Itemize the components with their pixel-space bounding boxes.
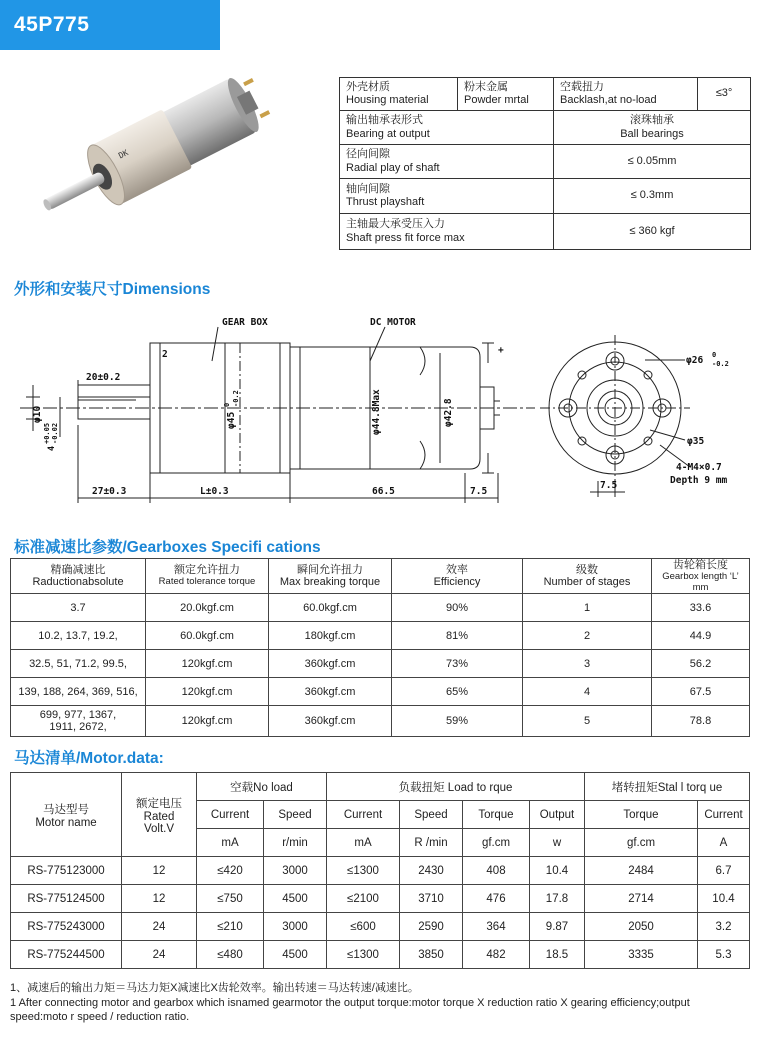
- table-header: [269, 559, 392, 594]
- model-title: 45P775: [14, 13, 90, 36]
- cell-stages: 2: [523, 622, 652, 650]
- cell-length: 67.5: [652, 678, 750, 706]
- cell-l-torque: 482: [463, 941, 530, 969]
- header-cn: 额定电压: [136, 797, 182, 810]
- table-header: [392, 559, 523, 594]
- table-row: [11, 622, 750, 650]
- dim-phi45-tol-bot: -0.2: [232, 390, 240, 407]
- spec-label-en: Backlash,at no-load: [560, 94, 657, 106]
- spec-value: ≤ 0.05mm: [554, 145, 751, 179]
- cell-st-torque: 2484: [585, 857, 698, 885]
- spec-value: ≤ 0.3mm: [554, 179, 751, 214]
- cell-l-output: 18.5: [530, 941, 585, 969]
- table-header: Current: [698, 801, 750, 829]
- gearbox-title: 标准减速比参数/Gearboxes Specifi cations: [14, 539, 321, 556]
- spec-label-en: Radial play of shaft: [346, 161, 440, 174]
- spec-label-cn: 径向间隙: [346, 148, 390, 161]
- cell-st-torque: 2714: [585, 885, 698, 913]
- cell-max: 360kgf.cm: [269, 706, 392, 737]
- dim-plus: +: [498, 345, 504, 356]
- cell-st-torque: 3335: [585, 941, 698, 969]
- spec-value: ≤3°: [698, 78, 751, 111]
- header-en: Rated: [143, 810, 175, 823]
- dim-m4: 4-M4×0.7: [676, 462, 722, 473]
- dimension-drawing: [0, 305, 760, 520]
- cell-length: 44.9: [652, 622, 750, 650]
- dim-75b: 7.5: [600, 480, 618, 491]
- dim-4: 4: [47, 445, 57, 451]
- cell-l-speed: 3710: [400, 885, 463, 913]
- cell-ratio: 699, 977, 1367, 1911, 2672,: [11, 706, 146, 737]
- footnote-en: 1 After connecting motor and gearbox which isnamed gearmotor the output torque:motor torque X reduction ratio X gearing efficiency;output speed:moto r speed / reduction ratio.: [10, 996, 690, 1023]
- cell-eff: 81%: [392, 622, 523, 650]
- table-header: Speed: [264, 801, 327, 829]
- cell-nl-current: ≤750: [197, 885, 264, 913]
- spec-cell: [554, 78, 698, 111]
- cell-max: 360kgf.cm: [269, 650, 392, 678]
- cell-ratio: 3.7: [11, 594, 146, 622]
- table-header: [146, 559, 269, 594]
- cell-l-torque: 408: [463, 857, 530, 885]
- header-en: Gearbox length ‘L’ mm: [662, 570, 739, 593]
- spec-label-en: Housing material: [346, 94, 429, 106]
- cell-l-speed: 2430: [400, 857, 463, 885]
- cell-nl-speed: 4500: [264, 941, 327, 969]
- dim-phi448: φ44.8Max: [371, 389, 382, 435]
- dim-phi26: φ26: [686, 355, 704, 366]
- header-cn: 效率: [446, 563, 468, 576]
- spec-label-cn: 输出轴承表形式: [346, 114, 423, 127]
- unit-cell: mA: [327, 829, 400, 857]
- dim-phi428: φ42.8: [443, 398, 454, 427]
- table-header: Current: [327, 801, 400, 829]
- cell-eff: 65%: [392, 678, 523, 706]
- product-photo: [30, 68, 290, 238]
- model-banner: [0, 0, 220, 50]
- cell-length: 33.6: [652, 594, 750, 622]
- table-header: Current: [197, 801, 264, 829]
- table-header: 负载扭矩 Load to rque: [327, 773, 585, 801]
- cell-length: 78.8: [652, 706, 750, 737]
- footnote: [10, 981, 750, 1025]
- table-row: [11, 885, 750, 913]
- cell-volt: 12: [122, 885, 197, 913]
- table-row: [11, 678, 750, 706]
- cell-name: RS-775123000: [11, 857, 122, 885]
- header-en: Rated tolerance torque: [158, 576, 256, 588]
- cell-stages: 5: [523, 706, 652, 737]
- cell-eff: 59%: [392, 706, 523, 737]
- cell-stages: 1: [523, 594, 652, 622]
- spec-label-cn: 轴向间隙: [346, 182, 390, 195]
- cell-nl-speed: 3000: [264, 857, 327, 885]
- cell-st-current: 6.7: [698, 857, 750, 885]
- gearbox-table: [10, 558, 750, 737]
- cell-volt: 24: [122, 913, 197, 941]
- cell-nl-current: ≤480: [197, 941, 264, 969]
- svg-text:DK: DK: [117, 148, 130, 161]
- unit-cell: gf.cm: [463, 829, 530, 857]
- cell-l-output: 10.4: [530, 857, 585, 885]
- cell-l-current: ≤1300: [327, 941, 400, 969]
- cell-st-current: 5.3: [698, 941, 750, 969]
- cell-l-speed: 2590: [400, 913, 463, 941]
- cell-st-current: 3.2: [698, 913, 750, 941]
- spec-cell: [340, 179, 554, 214]
- dim-phi45-tol-top: 0: [223, 402, 231, 407]
- spec-cell: [554, 111, 751, 145]
- header-en: Raductionabsolute: [32, 576, 124, 589]
- header-cn: 额定允许扭力: [174, 564, 240, 577]
- table-header: [11, 773, 122, 857]
- gearbox-callout: GEAR BOX: [222, 317, 268, 328]
- spec-value-en: Powder mrtal: [464, 94, 529, 106]
- cell-l-speed: 3850: [400, 941, 463, 969]
- dim-depth: Depth 9 mm: [670, 475, 728, 486]
- cell-st-torque: 2050: [585, 913, 698, 941]
- cell-l-current: ≤1300: [327, 857, 400, 885]
- cell-stages: 3: [523, 650, 652, 678]
- table-header: [523, 559, 652, 594]
- spec-label-en: Thrust playshaft: [346, 196, 425, 208]
- cell-length: 56.2: [652, 650, 750, 678]
- spec-label-cn: 空载扭力: [560, 80, 604, 93]
- dcmotor-callout: DC MOTOR: [370, 317, 416, 328]
- table-row: [11, 650, 750, 678]
- spec-cell: [458, 78, 554, 111]
- table-header: Output: [530, 801, 585, 829]
- motor-title: 马达清单/Motor.data:: [14, 750, 164, 767]
- cell-ratio: 139, 188, 264, 369, 516,: [11, 678, 146, 706]
- spec-value-cn: 滚珠轴承: [630, 114, 674, 127]
- header-en: Efficiency: [433, 576, 481, 589]
- table-row: [11, 857, 750, 885]
- dim-2: 2: [162, 349, 168, 360]
- spec-value-en: Ball bearings: [620, 127, 684, 140]
- spec-value-cn: 粉末金属: [464, 80, 508, 93]
- cell-rated: 60.0kgf.cm: [146, 622, 269, 650]
- spec-value: ≤ 360 kgf: [554, 214, 751, 250]
- spec-cell: [340, 145, 554, 179]
- spec-table: [339, 77, 751, 250]
- unit-cell: w: [530, 829, 585, 857]
- cell-name: RS-775244500: [11, 941, 122, 969]
- spec-label-cn: 主轴最大承受压入力: [346, 218, 445, 231]
- table-header: [122, 773, 197, 857]
- spec-cell: [340, 214, 554, 250]
- dim-27: 27±0.3: [92, 486, 127, 497]
- header-cn: 瞬间允许扭力: [297, 563, 363, 576]
- table-header: [652, 559, 750, 594]
- table-header: Torque: [585, 801, 698, 829]
- dim-20: 20±0.2: [86, 372, 121, 383]
- header-cn: 马达型号: [43, 803, 89, 816]
- cell-name: RS-775243000: [11, 913, 122, 941]
- dim-4-tol-top: +0.05: [43, 422, 51, 444]
- cell-l-torque: 476: [463, 885, 530, 913]
- header-en: Motor name: [35, 816, 97, 829]
- cell-l-torque: 364: [463, 913, 530, 941]
- cell-eff: 90%: [392, 594, 523, 622]
- cell-ratio: 32.5, 51, 71.2, 99.5,: [11, 650, 146, 678]
- table-header: 空载No load: [197, 773, 327, 801]
- cell-l-output: 17.8: [530, 885, 585, 913]
- cell-max: 60.0kgf.cm: [269, 594, 392, 622]
- motor-table: [10, 772, 750, 969]
- table-row: [11, 941, 750, 969]
- table-header: Torque: [463, 801, 530, 829]
- cell-volt: 12: [122, 857, 197, 885]
- header-cn: 级数: [576, 563, 598, 576]
- cell-stages: 4: [523, 678, 652, 706]
- cell-nl-current: ≤420: [197, 857, 264, 885]
- header-en: Max breaking torque: [279, 576, 381, 589]
- dim-phi26-tol-bot: -0.2: [712, 360, 729, 368]
- dim-L: L±0.3: [200, 486, 229, 497]
- header-cn: 齿轮箱长度: [673, 559, 728, 571]
- footnote-cn: 1、减速后的输出力矩＝马达力矩X减速比X齿轮效率。输出转速＝马达转速/减速比。: [10, 982, 419, 994]
- cell-nl-speed: 4500: [264, 885, 327, 913]
- dim-phi10: φ10: [32, 405, 43, 423]
- spec-cell: [340, 111, 554, 145]
- dim-4-tol-bot: -0.02: [51, 422, 59, 444]
- table-row: [11, 594, 750, 622]
- header-en: Volt.V: [143, 822, 175, 835]
- cell-st-current: 10.4: [698, 885, 750, 913]
- spec-label-en: Bearing at output: [346, 127, 430, 140]
- table-header-row: [11, 773, 750, 801]
- cell-max: 180kgf.cm: [269, 622, 392, 650]
- unit-cell: r/min: [264, 829, 327, 857]
- cell-rated: 120kgf.cm: [146, 678, 269, 706]
- cell-rated: 120kgf.cm: [146, 706, 269, 737]
- table-header: [11, 559, 146, 594]
- unit-cell: R /min: [400, 829, 463, 857]
- cell-l-current: ≤600: [327, 913, 400, 941]
- dim-phi45: φ45: [226, 411, 237, 429]
- table-header-row: [11, 559, 750, 594]
- table-header: 堵转扭矩Stal l torq ue: [585, 773, 750, 801]
- cell-rated: 20.0kgf.cm: [146, 594, 269, 622]
- unit-cell: A: [698, 829, 750, 857]
- table-row: [11, 913, 750, 941]
- unit-cell: gf.cm: [585, 829, 698, 857]
- dim-phi26-tol-top: 0: [712, 351, 717, 359]
- cell-ratio: 10.2, 13.7, 19.2,: [11, 622, 146, 650]
- dimensions-title: 外形和安装尺寸Dimensions: [14, 281, 211, 298]
- cell-max: 360kgf.cm: [269, 678, 392, 706]
- cell-l-output: 9.87: [530, 913, 585, 941]
- cell-nl-current: ≤210: [197, 913, 264, 941]
- dim-665: 66.5: [372, 486, 395, 497]
- table-row: [11, 706, 750, 737]
- cell-name: RS-775124500: [11, 885, 122, 913]
- header-cn: 精确减速比: [50, 563, 106, 576]
- cell-rated: 120kgf.cm: [146, 650, 269, 678]
- table-header: Speed: [400, 801, 463, 829]
- cell-volt: 24: [122, 941, 197, 969]
- cell-eff: 73%: [392, 650, 523, 678]
- header-en: Number of stages: [543, 576, 631, 589]
- cell-l-current: ≤2100: [327, 885, 400, 913]
- spec-label-en: Shaft press fit force max: [346, 231, 465, 244]
- cell-nl-speed: 3000: [264, 913, 327, 941]
- dim-75: 7.5: [470, 486, 488, 497]
- spec-cell: [340, 78, 458, 111]
- dim-phi35: φ35: [687, 436, 705, 447]
- spec-label-cn: 外壳材质: [346, 80, 390, 93]
- unit-cell: mA: [197, 829, 264, 857]
